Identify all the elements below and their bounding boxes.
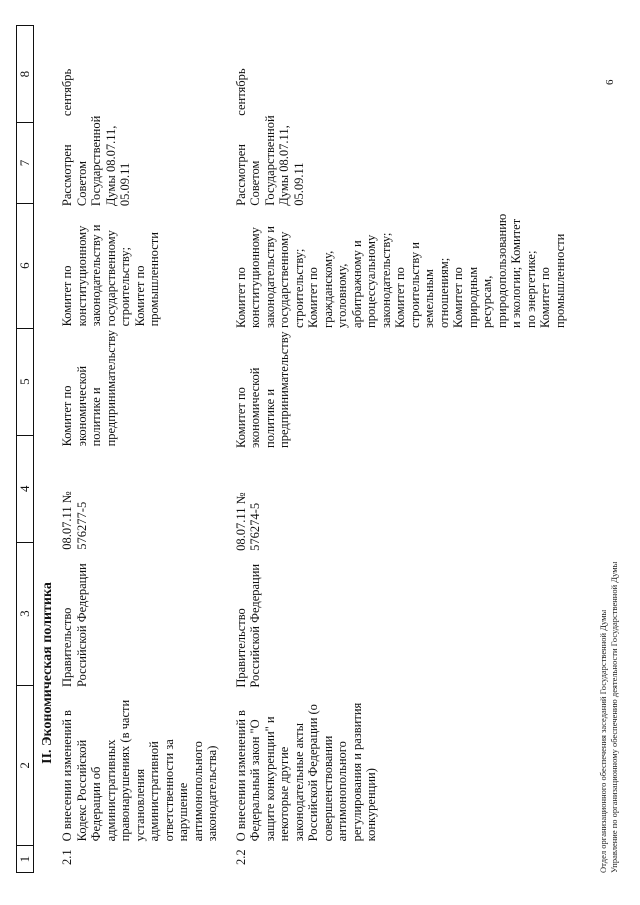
page-footer — [598, 25, 620, 873]
table-row — [234, 25, 568, 873]
col-number-5: 5 — [17, 328, 33, 435]
term: сентябрь — [60, 68, 74, 117]
status: Рассмотрен Советом Государственной Думы 08.07.11, 05.09.11 — [60, 115, 132, 207]
bill-title: О внесении изменений в Кодекс Российской Федерации об административных правонарушениях (в части установления административной ответственности за нарушение антимонопольного законодательства) — [60, 699, 219, 842]
col-number-7: 7 — [17, 122, 33, 202]
row-number: 2.1 — [60, 849, 74, 865]
co-committees: Комитет по конституционному законодательству и государственному строительству; Комитет по гражданскому, уголовному, арбитражному и процессуальному законодательству; Комитет по строительству и земельным отношениям; Комитет по природным ресурсам, природопользованию и экологии; Комитет по энергетике; Комитет по промышленности — [233, 213, 567, 328]
page-number: 6 — [604, 79, 616, 85]
col-number-4: 4 — [17, 435, 33, 542]
col-number-1: 1 — [17, 845, 33, 872]
footer-line-2: Управление по организационному обеспечению деятельности Государственной Думы — [609, 561, 619, 873]
term: сентябрь — [233, 68, 248, 116]
column-number-header — [16, 25, 34, 873]
responsible-committee: Комитет по экономической политике и предпринимательству — [60, 329, 118, 447]
bill-table — [16, 25, 567, 873]
co-committees: Комитет по конституционному законодательству и государственному строительству; Комитет по промышленности — [60, 224, 161, 327]
registration: 08.07.11 № 576274-5 — [233, 492, 262, 551]
col-number-8: 8 — [17, 70, 32, 78]
initiator: Правительство Российской Федерации — [60, 563, 89, 688]
status: Рассмотрен Советом Государственной Думы 08.07.11, 05.09.11 — [233, 115, 306, 206]
col-number-2: 2 — [17, 685, 33, 846]
footer-line-1: Отдел организационного обеспечения заседаний Государственной Думы — [598, 609, 608, 873]
registration: 08.07.11 № 576277-5 — [60, 491, 89, 550]
bill-title: О внесении изменений в Федеральный закон "О защите конкуренции" и некоторые другие законодательные акты Российской Федерации (о совершенствовании антимонопольного регулирования и развития конкуренции) — [233, 702, 378, 842]
table-row — [60, 25, 220, 873]
initiator: Правительство Российской Федерации — [233, 563, 262, 688]
row-number: 2.2 — [233, 849, 248, 865]
section-title: II. Экономическая политика — [40, 582, 55, 764]
col-number-6: 6 — [17, 203, 33, 328]
col-number-3: 3 — [17, 542, 33, 685]
responsible-committee: Комитет по экономической политике и предпринимательству — [233, 331, 291, 448]
